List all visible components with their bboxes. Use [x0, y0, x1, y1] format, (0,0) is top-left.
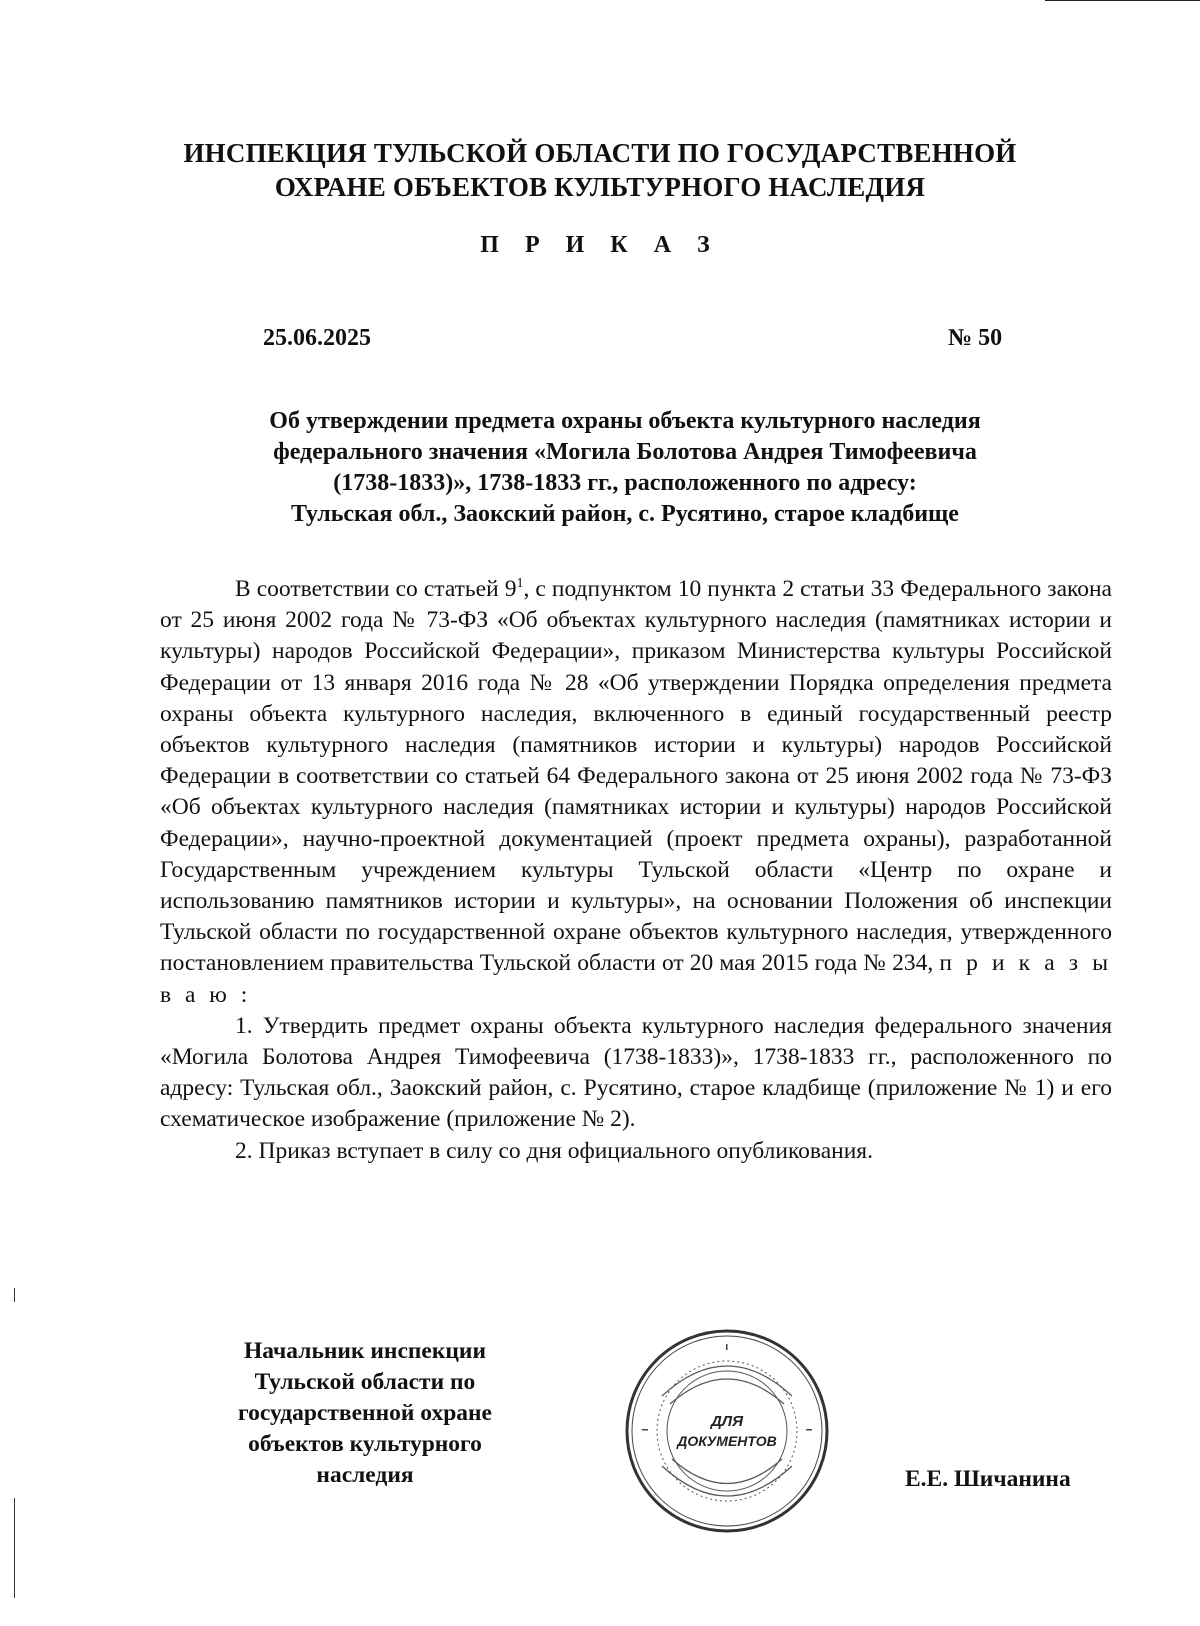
- signatory-name: Е.Е. Шичанина: [905, 1466, 1071, 1492]
- scan-mark: [14, 1288, 15, 1302]
- signer-line: наследия: [316, 1462, 414, 1488]
- signer-line: Тульской области по: [254, 1369, 476, 1395]
- document-number: № 50: [948, 325, 1003, 351]
- signer-line: Начальник инспекции: [243, 1338, 487, 1364]
- article-superscript: 1: [516, 576, 524, 592]
- stamp-text: ДОКУМЕНТОВ: [677, 1433, 777, 1449]
- preamble-text: , с подпунктом 10 пункта 2 статьи 33 Федерального закона от 25 июня 2002 года № 73-ФЗ «Об объектах культурного наследия (памятниках истории и культуры) народов Российской Федерации», приказом Министерства культуры Российской Федерации от 13 января 2016 года № 28 «Об утверждении Порядка определения предмета охраны объекта культурного наследия, включенного в единый государственный реестр объектов культурного наследия (памятников истории и культуры) народов Российской Федерации в соответствии со статьей 64 Федерального закона от 25 июня 2002 года № 73-ФЗ «Об объектах культурного наследия (памятниках истории и культуры) народов Российской Федерации», научно-проектной документацией (проект предмета охраны), разработанной Государственным учреждением культуры Тульской области «Центр по охране и использованию памятников истории и культуры», на основании Положения об инспекции Тульской области по государственной охране объектов культурного наследия, утвержденного постановлением правительства Тульской области от 20 мая 2015 года № 234,: [160, 576, 1112, 977]
- subject-line: Об утверждении предмета охраны объекта культурного наследия: [269, 408, 981, 434]
- authority-line: ОХРАНЕ ОБЪЕКТОВ КУЛЬТУРНОГО НАСЛЕДИЯ: [274, 172, 926, 202]
- document-subject: [160, 406, 1090, 530]
- official-stamp: [622, 1326, 832, 1536]
- preamble-paragraph: [160, 574, 1112, 1011]
- subject-line: Тульская обл., Заокский район, с. Русятино, старое кладбище: [291, 501, 959, 527]
- preamble-text: В соответствии со статьей 9: [235, 576, 517, 602]
- scan-mark: [14, 1498, 15, 1598]
- order-word: п р и к а з ы в а ю :: [160, 950, 1112, 1008]
- scan-edge-line: [1045, 0, 1200, 1]
- signer-line: объектов культурного: [248, 1431, 482, 1457]
- issuing-authority: [150, 136, 1050, 204]
- subject-line: (1738-1833)», 1738-1833 гг., расположенного по адресу:: [333, 470, 917, 496]
- document-body: [160, 574, 1112, 1167]
- clause-2: 2. Приказ вступает в силу со дня официального опубликования.: [235, 1137, 873, 1164]
- subject-line: федерального значения «Могила Болотова Андрея Тимофеевича: [273, 439, 977, 465]
- document-date: 25.06.2025: [263, 325, 371, 351]
- signer-line: государственной охране: [238, 1400, 492, 1426]
- signer-position: [205, 1336, 525, 1491]
- stamp-text: ДЛЯ: [710, 1413, 744, 1430]
- clause-1: 1. Утвердить предмет охраны объекта культурного наследия федерального значения «Могила Болотова Андрея Тимофеевича (1738-1833)», 1738-1833 гг., расположенного по адресу: Тульская обл., Заокский район, с. Русятино, старое кладбище (приложение № 1) и его схематическое изображение (приложение № 2).: [160, 1012, 1112, 1133]
- document-type: П Р И К А З: [480, 232, 720, 258]
- authority-line: ИНСПЕКЦИЯ ТУЛЬСКОЙ ОБЛАСТИ ПО ГОСУДАРСТВЕННОЙ: [183, 138, 1017, 168]
